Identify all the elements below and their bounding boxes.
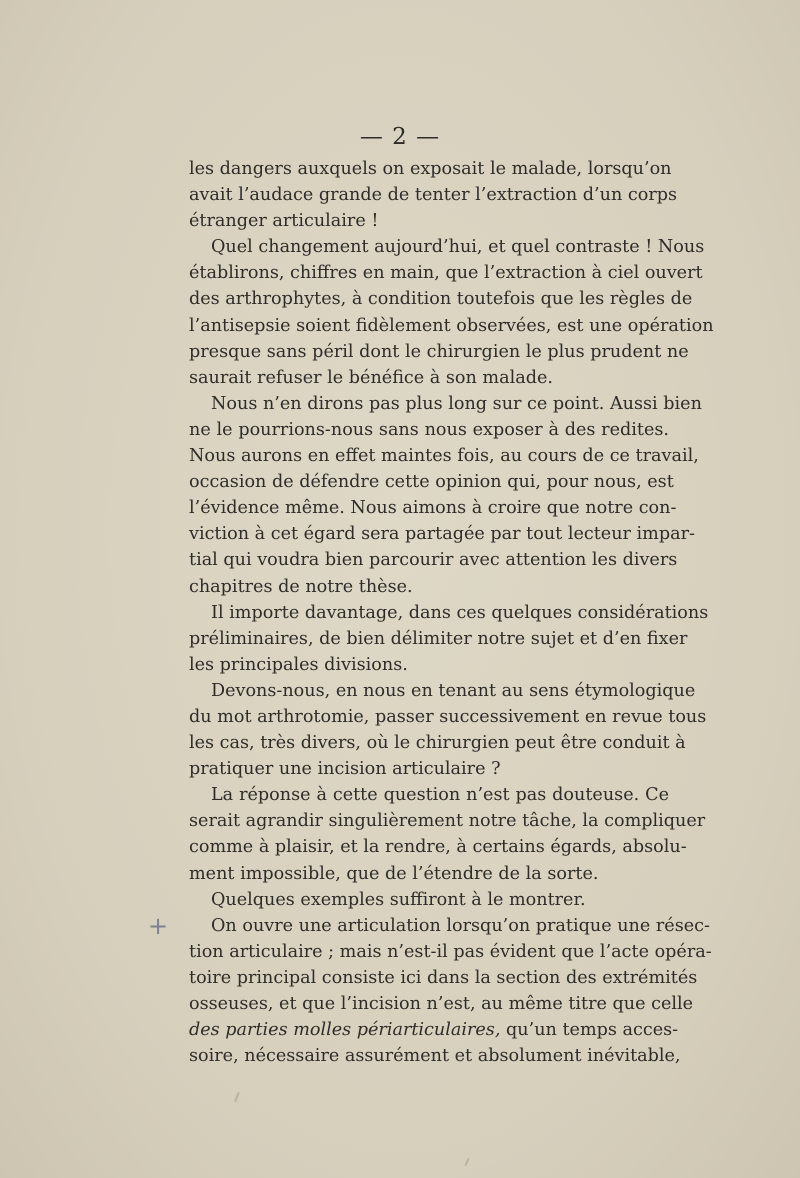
text-line: comme à plaisir, et la rendre, à certains égards, absolu- — [189, 837, 687, 858]
text-line: Devons-nous, en nous en tenant au sens étymologique — [211, 680, 696, 701]
text-line: chapitres de notre thèse. — [189, 576, 413, 597]
paper-speck — [464, 1158, 469, 1166]
text-line: soire, nécessaire assurément et absolument inévitable, — [189, 1046, 681, 1067]
text-line: les principales divisions. — [189, 654, 408, 675]
text-line: La réponse à cette question n’est pas douteuse. Ce — [211, 785, 669, 806]
text-line: occasion de défendre cette opinion qui, pour nous, est — [189, 472, 674, 493]
text-line: viction à cet égard sera partagée par tout lecteur impar- — [189, 524, 695, 545]
text-line: Quel changement aujourd’hui, et quel contraste ! Nous — [211, 237, 705, 258]
text-line: établirons, chiffres en main, que l’extraction à ciel ouvert — [189, 263, 703, 284]
text-fragment: qu’un temps acces- — [506, 1020, 679, 1041]
text-line: osseuses, et que l’incision n’est, au même titre que celle — [189, 994, 694, 1014]
text-line: les cas, très divers, où le chirurgien peut être conduit à — [189, 733, 686, 754]
text-line: Il importe davantage, dans ces quelques considérations — [211, 602, 709, 623]
text-line: tial qui voudra bien parcourir avec attention les divers — [189, 550, 678, 571]
text-line: Quelques exemples suffiront à le montrer. — [211, 889, 586, 910]
text-line: Nous n’en dirons pas plus long sur ce point. Aussi bien — [211, 393, 702, 414]
italic-text: des parties molles périarticulaires, — [189, 1020, 501, 1041]
text-line — [189, 1017, 679, 1043]
text-line: saurait refuser le bénéfice à son malade. — [189, 367, 553, 388]
text-line: pratiquer une incision articulaire ? — [189, 759, 501, 780]
text-line: l’antisepsie soient fidèlement observées, est une opération — [189, 315, 714, 336]
page-number: — 2 — — [359, 124, 441, 150]
text-line: serait agrandir singulièrement notre tâche, la compliquer — [189, 811, 706, 832]
body-text — [189, 156, 714, 1069]
text-line: toire principal consiste ici dans la section des extrémités — [189, 967, 698, 988]
text-line: Nous aurons en effet maintes fois, au cours de ce travail, — [189, 446, 699, 467]
text-line: tion articulaire ; mais n’est-il pas évident que l’acte opéra- — [189, 941, 712, 962]
paper-speck — [234, 1092, 239, 1102]
text-line: du mot arthrotomie, passer successivement en revue tous — [189, 706, 707, 727]
text-line: les dangers auxquels on exposait le malade, lorsqu’on — [189, 159, 672, 179]
text-line: ne le pourrions-nous sans nous exposer à des redites. — [189, 419, 669, 440]
text-line: l’évidence même. Nous aimons à croire que notre con- — [189, 498, 677, 519]
text-line: ment impossible, que de l’étendre de la sorte. — [189, 863, 599, 884]
text-line: étranger articulaire ! — [189, 211, 379, 232]
text-line: On ouvre une articulation lorsqu’on pratique une résec- — [211, 915, 710, 936]
text-line: avait l’audace grande de tenter l’extraction d’un corps — [189, 185, 678, 206]
text-line: préliminaires, de bien délimiter notre sujet et d’en fixer — [189, 628, 688, 649]
text-line: des arthrophytes, à condition toutefois que les règles de — [189, 289, 693, 310]
text-line: presque sans péril dont le chirurgien le plus prudent ne — [189, 341, 689, 362]
margin-pencil-mark: + — [148, 912, 169, 940]
